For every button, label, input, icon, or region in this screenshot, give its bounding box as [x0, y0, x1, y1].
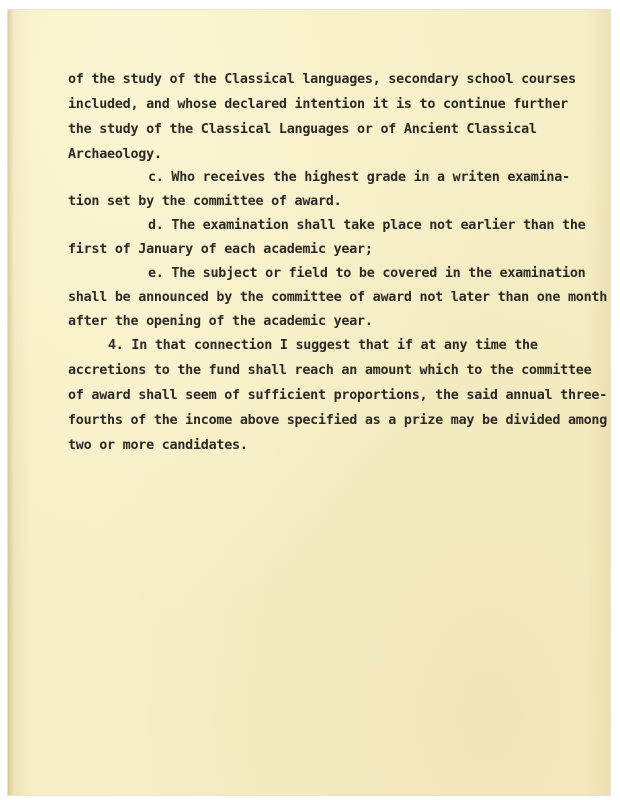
paper-edge [8, 10, 14, 795]
text-line: tion set by the committee of award. [68, 194, 342, 209]
text-line: c. Who receives the highest grade in a writen examina- [148, 170, 570, 185]
text-line: shall be announced by the committee of award not later than one month [68, 290, 608, 305]
text-line: fourths of the income above specified as a prize may be divided among [68, 413, 608, 428]
text-line: after the opening of the academic year. [68, 314, 373, 329]
text-line: the study of the Classical Languages or of Ancient Classical [68, 122, 537, 137]
text-line: of award shall seem of sufficient proportions, the said annual three- [68, 388, 608, 403]
text-line: e. The subject or field to be covered in the examination [148, 266, 586, 281]
text-line: of the study of the Classical languages, secondary school courses [68, 72, 576, 87]
text-line: 4. In that connection I suggest that if at any time the [108, 338, 538, 353]
text-line: two or more candidates. [68, 438, 248, 453]
text-line: included, and whose declared intention it is to continue further [68, 97, 568, 112]
text-line: Archaeology. [68, 147, 162, 162]
text-line: d. The examination shall take place not earlier than the [148, 218, 586, 233]
text-line: accretions to the fund shall reach an amount which to the committee [68, 363, 592, 378]
text-line: first of January of each academic year; [68, 242, 373, 257]
document-page [8, 10, 610, 795]
